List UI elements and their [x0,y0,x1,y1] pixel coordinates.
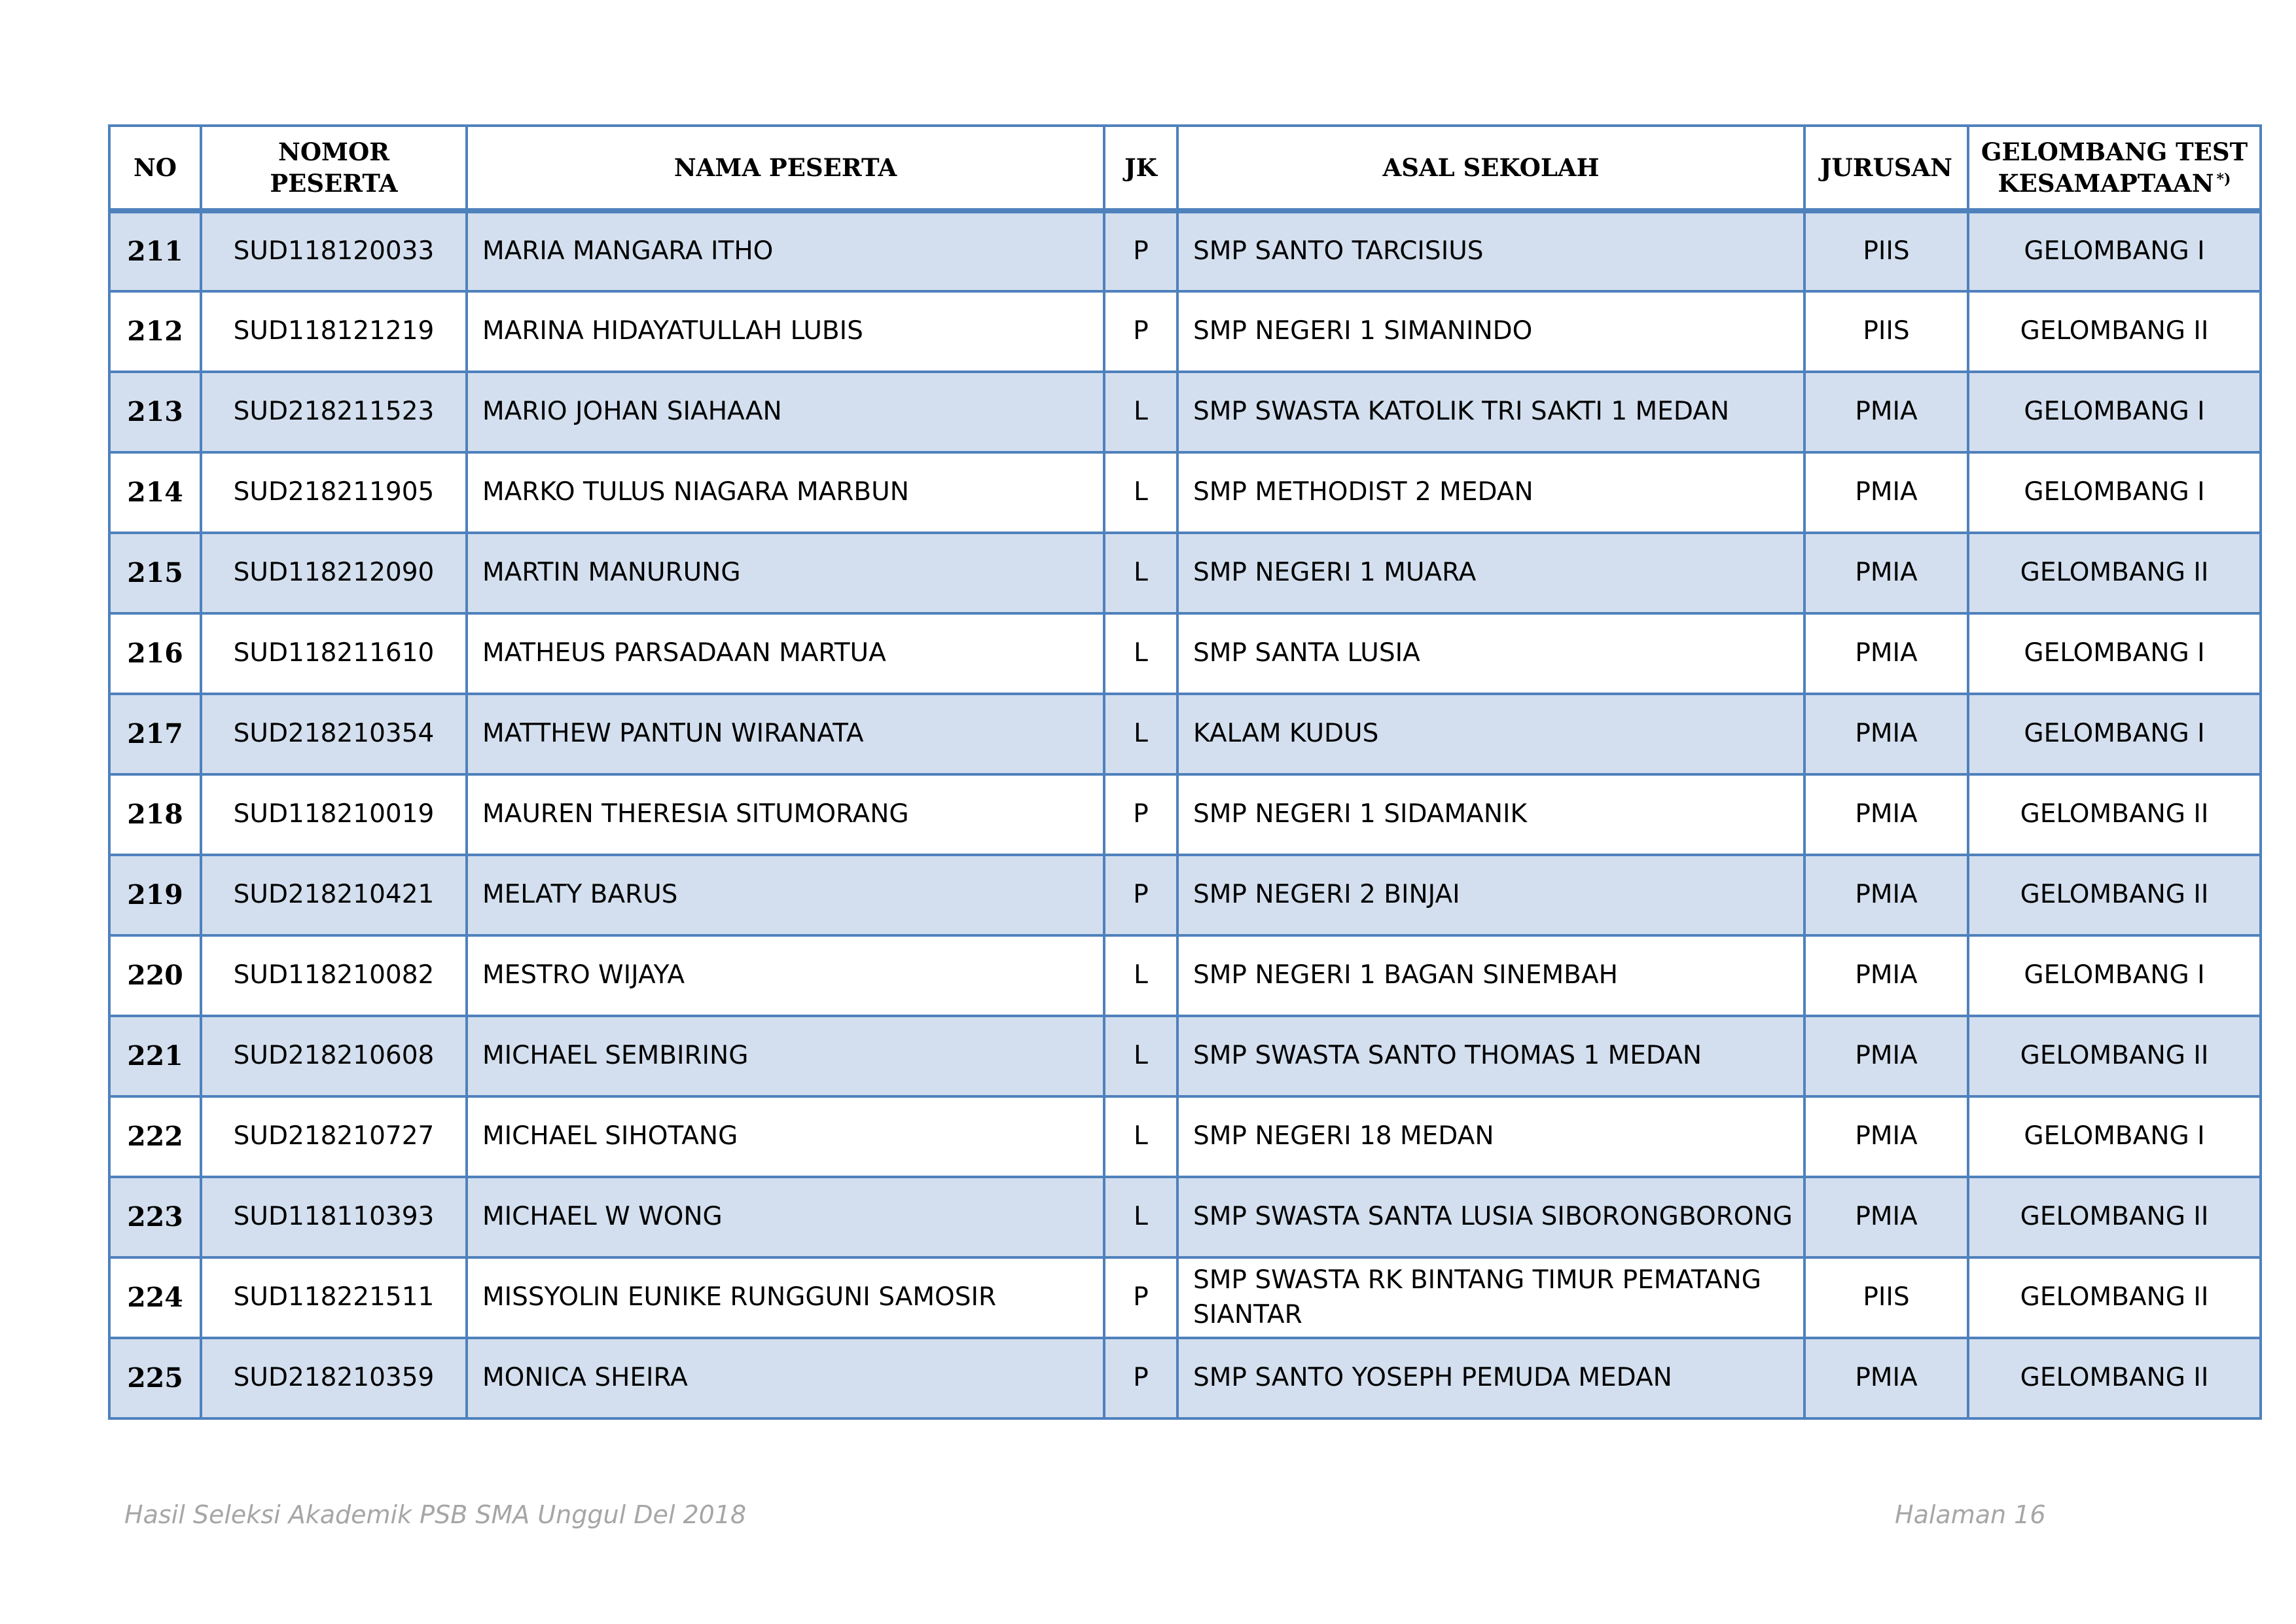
table-row [109,372,2261,452]
cell-nama-peserta: MAUREN THERESIA SITUMORANG [467,774,1104,855]
cell-jk: P [1104,774,1177,855]
cell-asal-sekolah: SMP SANTO YOSEPH PEMUDA MEDAN [1177,1338,1804,1418]
cell-nomor-peserta: SUD218210354 [201,694,467,774]
cell-nama-peserta: MARTIN MANURUNG [467,533,1104,613]
header-nomor-peserta [201,126,467,211]
cell-nomor-peserta: SUD118121219 [201,291,467,372]
cell-gelombang: GELOMBANG II [1968,533,2261,613]
cell-asal-sekolah: SMP SANTA LUSIA [1177,613,1804,694]
header-gelombang-line2: KESAMAPTAAN [1998,169,2214,198]
cell-no: 223 [109,1177,201,1257]
cell-nomor-peserta: SUD218211523 [201,372,467,452]
header-nama-peserta: NAMA PESERTA [467,126,1104,211]
cell-asal-sekolah: SMP NEGERI 1 MUARA [1177,533,1804,613]
cell-jurusan: PMIA [1804,1096,1968,1177]
cell-asal-sekolah: SMP NEGERI 18 MEDAN [1177,1096,1804,1177]
cell-nomor-peserta: SUD118110393 [201,1177,467,1257]
cell-jurusan: PMIA [1804,1016,1968,1096]
cell-gelombang: GELOMBANG I [1968,935,2261,1016]
cell-gelombang: GELOMBANG II [1968,1177,2261,1257]
table-row [109,1338,2261,1418]
cell-asal-sekolah: KALAM KUDUS [1177,694,1804,774]
cell-no: 218 [109,774,201,855]
cell-jurusan: PMIA [1804,613,1968,694]
cell-jk: L [1104,452,1177,533]
cell-jk: L [1104,935,1177,1016]
cell-no: 215 [109,533,201,613]
cell-jk: L [1104,613,1177,694]
cell-jurusan: PIIS [1804,211,1968,291]
header-gelombang-line1: GELOMBANG TEST [1981,137,2248,166]
cell-gelombang: GELOMBANG II [1968,291,2261,372]
cell-nomor-peserta: SUD218210359 [201,1338,467,1418]
table-body [109,211,2261,1418]
table-row [109,1177,2261,1257]
cell-jk: P [1104,211,1177,291]
cell-nama-peserta: MONICA SHEIRA [467,1338,1104,1418]
cell-asal-sekolah: SMP SANTO TARCISIUS [1177,211,1804,291]
header-nomor-line2: PESERTA [270,169,398,198]
table-row [109,1016,2261,1096]
cell-nomor-peserta: SUD218210608 [201,1016,467,1096]
cell-jurusan: PMIA [1804,774,1968,855]
cell-nama-peserta: MARIA MANGARA ITHO [467,211,1104,291]
cell-no: 213 [109,372,201,452]
cell-no: 217 [109,694,201,774]
header-no: NO [109,126,201,211]
cell-no: 224 [109,1257,201,1338]
header-jurusan: JURUSAN [1804,126,1968,211]
cell-nama-peserta: MARINA HIDAYATULLAH LUBIS [467,291,1104,372]
header-jk: JK [1104,126,1177,211]
cell-no: 221 [109,1016,201,1096]
cell-no: 219 [109,855,201,935]
header-row [109,126,2261,211]
cell-jk: P [1104,855,1177,935]
cell-jk: L [1104,1016,1177,1096]
cell-gelombang: GELOMBANG II [1968,1338,2261,1418]
cell-gelombang: GELOMBANG II [1968,774,2261,855]
cell-asal-sekolah: SMP NEGERI 2 BINJAI [1177,855,1804,935]
cell-no: 222 [109,1096,201,1177]
cell-gelombang: GELOMBANG I [1968,694,2261,774]
table-row [109,291,2261,372]
cell-nomor-peserta: SUD118211610 [201,613,467,694]
cell-asal-sekolah: SMP SWASTA KATOLIK TRI SAKTI 1 MEDAN [1177,372,1804,452]
cell-no: 216 [109,613,201,694]
cell-nomor-peserta: SUD118120033 [201,211,467,291]
cell-jk: L [1104,533,1177,613]
table-row [109,855,2261,935]
cell-no: 220 [109,935,201,1016]
cell-asal-sekolah: SMP NEGERI 1 BAGAN SINEMBAH [1177,935,1804,1016]
cell-no: 212 [109,291,201,372]
cell-gelombang: GELOMBANG I [1968,452,2261,533]
cell-asal-sekolah: SMP SWASTA SANTA LUSIA SIBORONGBORONG [1177,1177,1804,1257]
table-header [109,126,2261,211]
cell-nama-peserta: MICHAEL W WONG [467,1177,1104,1257]
cell-jk: L [1104,1096,1177,1177]
cell-jk: L [1104,372,1177,452]
cell-gelombang: GELOMBANG II [1968,855,2261,935]
cell-nama-peserta: MISSYOLIN EUNIKE RUNGGUNI SAMOSIR [467,1257,1104,1338]
cell-nomor-peserta: SUD118210082 [201,935,467,1016]
cell-jurusan: PMIA [1804,1177,1968,1257]
cell-jk: P [1104,1257,1177,1338]
cell-nomor-peserta: SUD218210421 [201,855,467,935]
cell-nama-peserta: MESTRO WIJAYA [467,935,1104,1016]
cell-jurusan: PMIA [1804,694,1968,774]
cell-jurusan: PMIA [1804,533,1968,613]
cell-nama-peserta: MARIO JOHAN SIAHAAN [467,372,1104,452]
footer-page-number: Halaman 16 [1895,1500,2046,1529]
cell-jurusan: PMIA [1804,372,1968,452]
table-row [109,1096,2261,1177]
table-row [109,452,2261,533]
cell-nomor-peserta: SUD218210727 [201,1096,467,1177]
table-row [109,694,2261,774]
header-asal-sekolah: ASAL SEKOLAH [1177,126,1804,211]
results-table [108,124,2262,1420]
cell-jurusan: PMIA [1804,855,1968,935]
header-gelombang [1968,126,2261,211]
cell-gelombang: GELOMBANG II [1968,1016,2261,1096]
cell-jurusan: PIIS [1804,1257,1968,1338]
cell-gelombang: GELOMBANG II [1968,1257,2261,1338]
footer-title: Hasil Seleksi Akademik PSB SMA Unggul Del 2018 [124,1500,747,1529]
cell-nama-peserta: MATTHEW PANTUN WIRANATA [467,694,1104,774]
cell-asal-sekolah: SMP NEGERI 1 SIDAMANIK [1177,774,1804,855]
cell-jk: P [1104,291,1177,372]
cell-jk: L [1104,1177,1177,1257]
cell-gelombang: GELOMBANG I [1968,372,2261,452]
header-nomor-line1: NOMOR [278,137,389,166]
cell-asal-sekolah: SMP SWASTA SANTO THOMAS 1 MEDAN [1177,1016,1804,1096]
cell-asal-sekolah: SMP NEGERI 1 SIMANINDO [1177,291,1804,372]
cell-nama-peserta: MATHEUS PARSADAAN MARTUA [467,613,1104,694]
cell-nama-peserta: MICHAEL SEMBIRING [467,1016,1104,1096]
cell-gelombang: GELOMBANG I [1968,613,2261,694]
cell-no: 211 [109,211,201,291]
table-row [109,613,2261,694]
table-row [109,935,2261,1016]
header-gelombang-note: *) [2216,171,2231,188]
table-row [109,774,2261,855]
cell-nama-peserta: MICHAEL SIHOTANG [467,1096,1104,1177]
cell-no: 214 [109,452,201,533]
cell-nomor-peserta: SUD218211905 [201,452,467,533]
table-row [109,211,2261,291]
cell-nomor-peserta: SUD118212090 [201,533,467,613]
cell-no: 225 [109,1338,201,1418]
cell-asal-sekolah: SMP SWASTA RK BINTANG TIMUR PEMATANG SIANTAR [1177,1257,1804,1338]
cell-jurusan: PMIA [1804,1338,1968,1418]
table-row [109,533,2261,613]
cell-jurusan: PIIS [1804,291,1968,372]
table-row [109,1257,2261,1338]
cell-gelombang: GELOMBANG I [1968,211,2261,291]
cell-jurusan: PMIA [1804,935,1968,1016]
cell-jk: P [1104,1338,1177,1418]
cell-gelombang: GELOMBANG I [1968,1096,2261,1177]
cell-nomor-peserta: SUD118221511 [201,1257,467,1338]
cell-nomor-peserta: SUD118210019 [201,774,467,855]
cell-nama-peserta: MARKO TULUS NIAGARA MARBUN [467,452,1104,533]
cell-jk: L [1104,694,1177,774]
cell-asal-sekolah: SMP METHODIST 2 MEDAN [1177,452,1804,533]
cell-nama-peserta: MELATY BARUS [467,855,1104,935]
cell-jurusan: PMIA [1804,452,1968,533]
